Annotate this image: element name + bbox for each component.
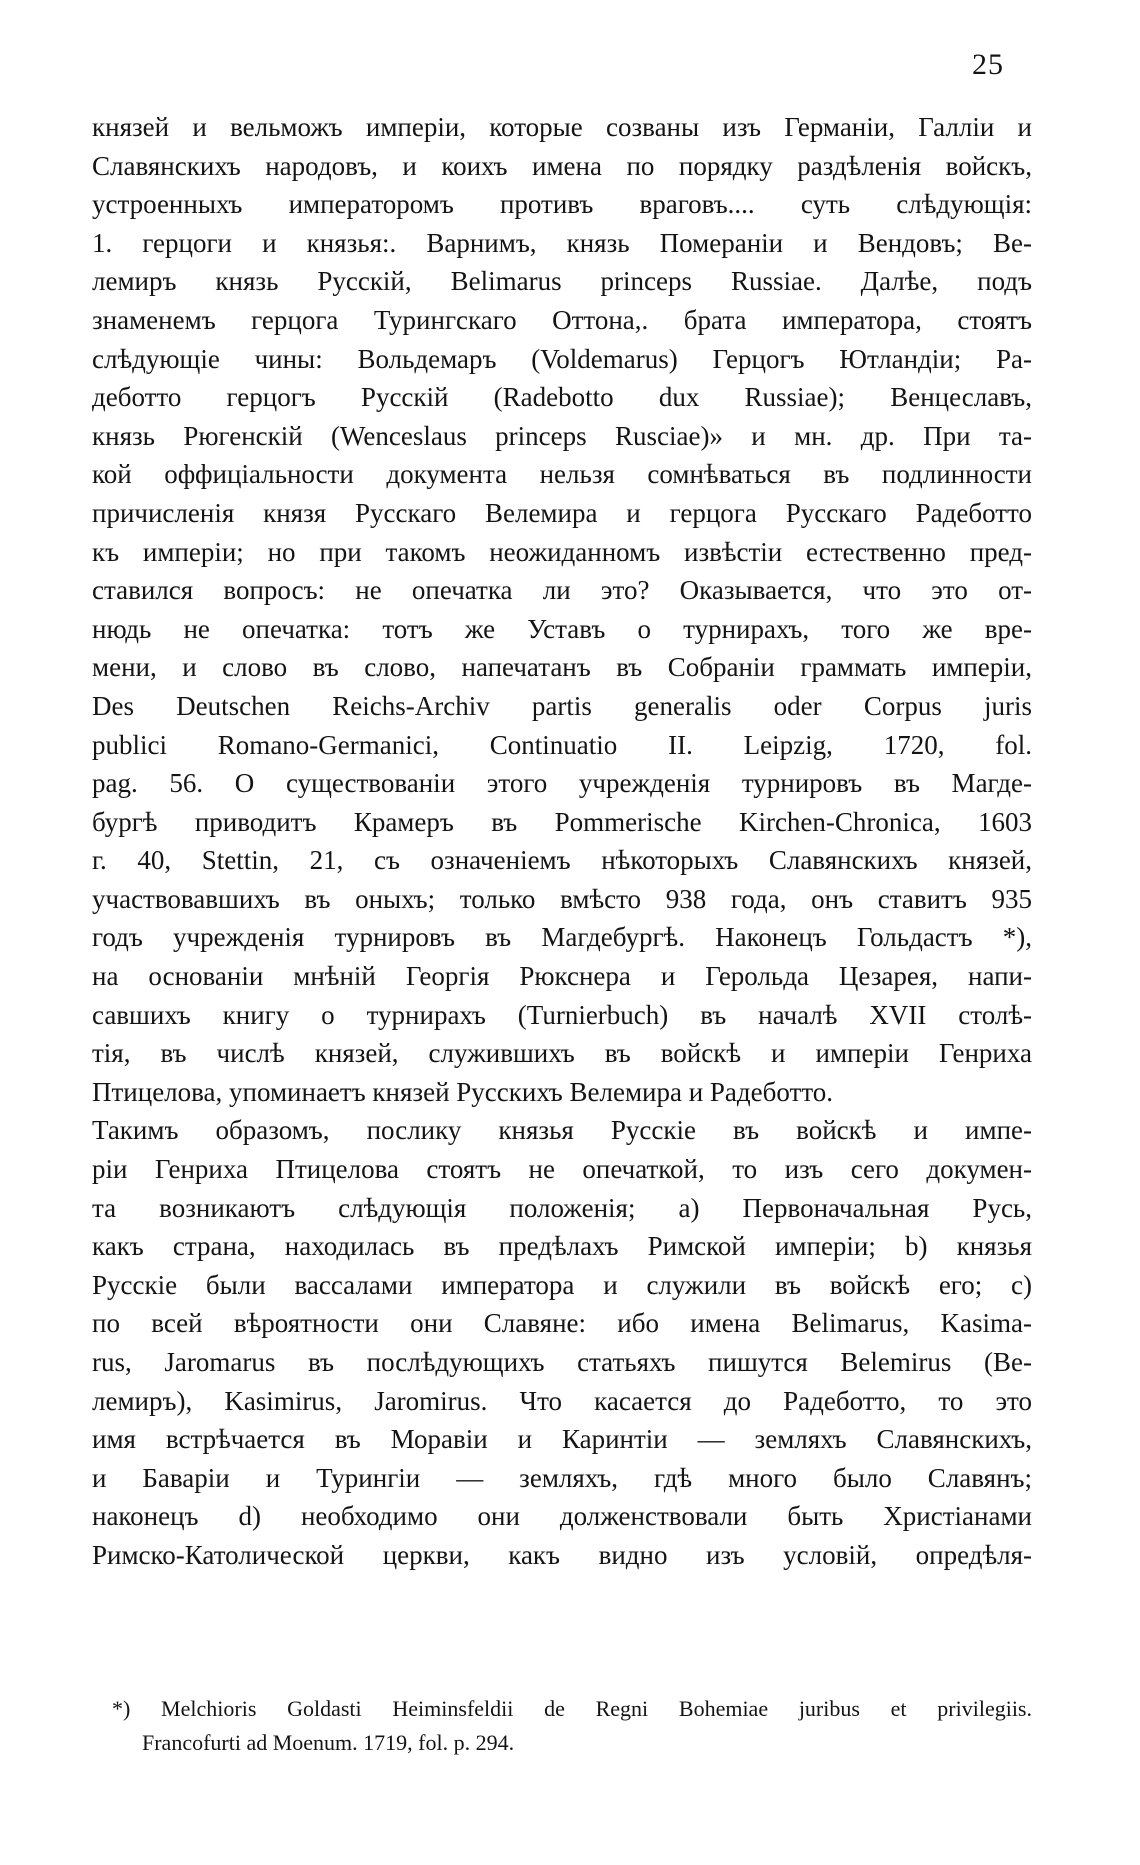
- text-line: тія, въ числѣ князей, служившихъ въ войскѣ и имперіи Генриха: [92, 1038, 1032, 1069]
- text-line: лемиръ), Kasimirus, Jaromirus. Что касается до Радеботто, то это: [92, 1385, 1032, 1416]
- text-line: нюдь не опечатка: тотъ же Уставъ о турнирахъ, того же вре-: [92, 613, 1032, 644]
- footnote-line: *) Melchioris Goldasti Heiminsfeldii de Regni Bohemiae juribus et privilegiis.: [112, 1696, 1032, 1721]
- text-line: publici Romano-Germanici, Continuatio II. Leipzig, 1720, fol.: [92, 729, 1032, 760]
- text-line: причисленія князя Русскаго Велемира и герцога Русскаго Радеботто: [92, 497, 1032, 528]
- text-line: знаменемъ герцога Турингскаго Оттона,. брата императора, стоятъ: [92, 304, 1032, 335]
- text-line: годъ учрежденія турнировъ въ Магдебургѣ. Наконецъ Гольдастъ *),: [92, 922, 1032, 953]
- text-line: лемиръ князь Русскій, Belimarus princeps Russiae. Далѣе, подъ: [92, 266, 1032, 297]
- text-line: г. 40, Stettin, 21, съ означеніемъ нѣкоторыхъ Славянскихъ князей,: [92, 845, 1032, 876]
- text-line: rus, Jaromarus въ послѣдующихъ статьяхъ пишутся Belemirus (Ве-: [92, 1347, 1032, 1377]
- text-line: деботто герцогъ Русскій (Radebotto dux Russiae); Венцеславъ,: [92, 382, 1032, 413]
- text-line: ставился вопросъ: не опечатка ли это? Оказывается, что это от-: [92, 575, 1032, 606]
- text-line: князей и вельможъ имперіи, которые созваны изъ Германіи, Галліи и: [92, 112, 1032, 142]
- text-line: участвовавшихъ въ оныхъ; только вмѣсто 938 года, онъ ставитъ 935: [92, 883, 1032, 914]
- text-line: имя встрѣчается въ Моравіи и Каринтіи — земляхъ Славянскихъ,: [92, 1424, 1032, 1455]
- text-line: на основаніи мнѣній Георгія Рюкснера и Герольда Цезарея, напи-: [92, 961, 1032, 992]
- text-line: наконецъ d) необходимо они долженствовали быть Христіанами: [92, 1501, 1032, 1532]
- text-line: Des Deutschen Reichs-Archiv partis generalis oder Corpus juris: [92, 690, 1032, 721]
- text-line: мени, и слово въ слово, напечатанъ въ Собраніи граммать имперіи,: [92, 652, 1032, 683]
- text-line: Птицелова, упоминаетъ князей Русскихъ Велемира и Радеботто.: [92, 1076, 834, 1107]
- text-line: Русскіе были вассалами императора и служили въ войскѣ его; с): [92, 1269, 1032, 1300]
- footnotes: [92, 1692, 1032, 1760]
- text-line: ріи Генриха Птицелова стоятъ не опечаткой, то изъ сего докумен-: [92, 1154, 1032, 1185]
- text-line: 1. герцоги и князья:. Варнимъ, князь Помераніи и Вендовъ; Ве-: [92, 227, 1032, 258]
- text-line: Такимъ образомъ, послику князья Русскіе въ войскѣ и импе-: [92, 1115, 1032, 1146]
- page-number: 25: [972, 48, 1004, 81]
- body-text: [92, 108, 1032, 1575]
- text-line: кой оффиціальности документа нельзя сомнѣваться въ подлинности: [92, 459, 1032, 490]
- text-line: и Баваріи и Турингіи — земляхъ, гдѣ много было Славянъ;: [92, 1462, 1032, 1493]
- text-line: та возникаютъ слѣдующія положенія; а) Первоначальная Русь,: [92, 1192, 1032, 1223]
- text-line: слѣдующіе чины: Вольдемаръ (Voldemarus) Герцогъ Ютландіи; Ра-: [92, 343, 1032, 374]
- footnote-line: Francofurti ad Moenum. 1719, fol. p. 294.: [142, 1730, 515, 1755]
- text-line: по всей вѣроятности они Славяне: ибо имена Belimarus, Kasima-: [92, 1308, 1032, 1339]
- text-line: князь Рюгенскій (Wenceslaus princeps Rusciae)» и мн. др. При та-: [92, 420, 1032, 451]
- text-line: бургѣ приводитъ Крамеръ въ Pommerische Kirchen-Chronica, 1603: [92, 806, 1032, 837]
- text-line: къ имперіи; но при такомъ неожиданномъ извѣстіи естественно пред-: [92, 536, 1032, 567]
- text-line: устроенныхъ императоромъ противъ враговъ.... суть слѣдующія:: [92, 189, 1032, 220]
- text-line: савшихъ книгу о турнирахъ (Turnierbuch) въ началѣ XVII столѣ-: [92, 999, 1032, 1030]
- text-line: pag. 56. О существованіи этого учрежденія турнировъ въ Магде-: [92, 768, 1032, 799]
- text-line: Славянскихъ народовъ, и коихъ имена по порядку раздѣленія войскъ,: [92, 150, 1032, 181]
- text-line: какъ страна, находилась въ предѣлахъ Римской имперіи; b) князья: [92, 1231, 1032, 1262]
- text-line: Римско-Католической церкви, какъ видно изъ условій, опредѣля-: [92, 1539, 1032, 1570]
